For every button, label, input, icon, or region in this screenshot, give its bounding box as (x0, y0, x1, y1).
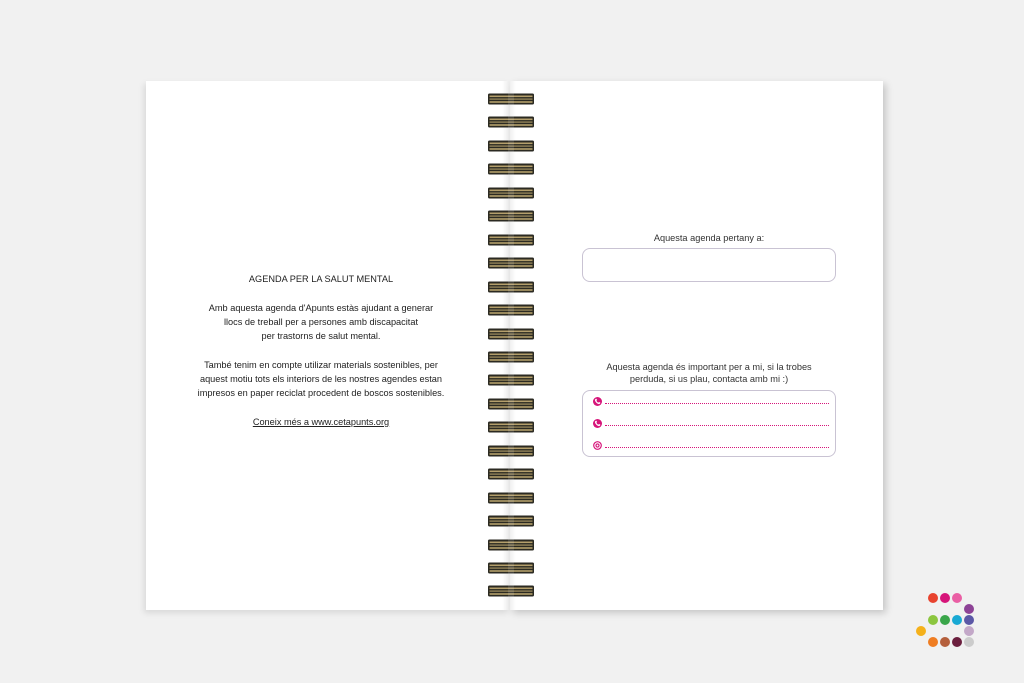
website-link[interactable]: Coneix més a www.cetapunts.org (252, 416, 390, 427)
contact-row-phone[interactable] (593, 397, 829, 407)
logo-dot (964, 626, 974, 636)
intro-line: Amb aquesta agenda d'Apunts estàs ajudant a generar (208, 302, 434, 313)
spiral-coil (488, 492, 534, 504)
owner-label: Aquesta agenda pertany a: (653, 233, 765, 243)
contact-label-line: Aquesta agenda és important per a mi, si la trobes (606, 362, 812, 372)
spiral-coil (488, 210, 534, 222)
phone-line (605, 403, 829, 404)
spiral-coil (488, 468, 534, 480)
spiral-coil (488, 539, 534, 551)
whatsapp-icon (593, 419, 602, 428)
spiral-coil (488, 585, 534, 597)
logo-dot (916, 626, 926, 636)
owner-name-field[interactable] (582, 248, 836, 282)
intro-paragraph (186, 301, 456, 344)
spiral-coil (488, 281, 534, 293)
at-icon (593, 441, 602, 450)
spiral-coil (488, 304, 534, 316)
logo-dot (940, 637, 950, 647)
spiral-coil (488, 116, 534, 128)
logo-dot (952, 637, 962, 647)
logo-dot (952, 593, 962, 603)
spiral-coil (488, 257, 534, 269)
spiral-coil (488, 234, 534, 246)
contact-row-whatsapp[interactable] (593, 419, 829, 429)
logo-dot (964, 604, 974, 614)
contact-label-line: perduda, si us plau, contacta amb mi :) (629, 374, 789, 384)
contact-box (582, 390, 836, 457)
logo-dot (940, 593, 950, 603)
whatsapp-line (605, 425, 829, 426)
intro-line: llocs de treball per a persones amb discapacitat (223, 316, 419, 327)
logo-dot (964, 615, 974, 625)
page-heading: AGENDA PER LA SALUT MENTAL (248, 274, 394, 284)
spiral-coil (488, 398, 534, 410)
spiral-coil (488, 515, 534, 527)
logo-dot (928, 593, 938, 603)
logo-dot (928, 615, 938, 625)
phone-icon (593, 397, 602, 406)
brand-logo (914, 592, 978, 650)
sustainability-line: aquest motiu tots els interiors de les nostres agendes estan (199, 374, 443, 385)
spiral-coil (488, 163, 534, 175)
spiral-coil (488, 374, 534, 386)
email-line (605, 447, 829, 448)
contact-label (582, 361, 836, 385)
sustainability-paragraph (186, 358, 456, 401)
intro-line: per trastorns de salut mental. (261, 331, 381, 342)
right-page (510, 81, 883, 610)
spiral-coil (488, 445, 534, 457)
spiral-coil (488, 140, 534, 152)
left-page-text (186, 272, 456, 444)
sustainability-line: impresos en paper reciclat procedent de boscos sostenibles. (197, 388, 445, 399)
logo-dot (940, 615, 950, 625)
spiral-coil (488, 93, 534, 105)
page-gutter (502, 81, 516, 610)
spiral-coil (488, 351, 534, 363)
sustainability-line: També tenim en compte utilizar materials sostenibles, per (204, 359, 438, 370)
spiral-coil (488, 328, 534, 340)
spiral-coil (488, 187, 534, 199)
logo-dot (964, 637, 974, 647)
spiral-coil (488, 421, 534, 433)
logo-dot (952, 615, 962, 625)
contact-row-email[interactable] (593, 441, 829, 451)
spiral-coil (488, 562, 534, 574)
logo-dot (928, 637, 938, 647)
